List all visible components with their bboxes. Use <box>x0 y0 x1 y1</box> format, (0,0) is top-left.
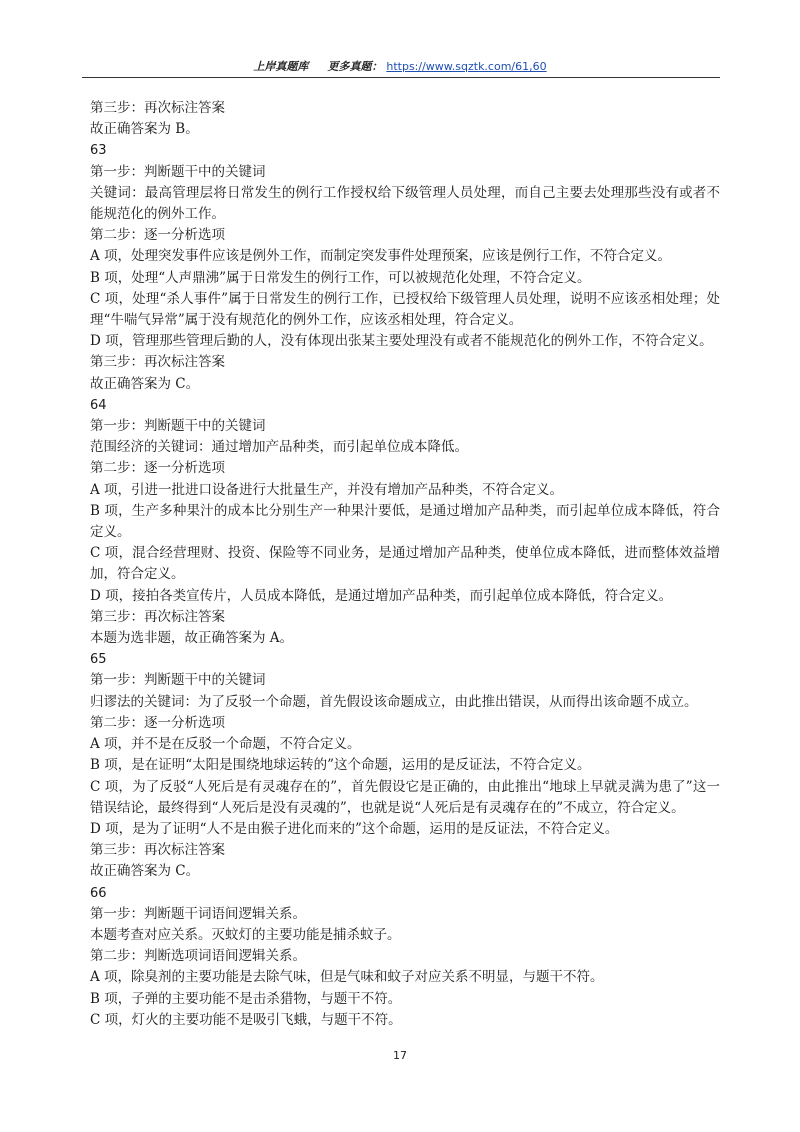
option-analysis: A 项，处理突发事件应该是例外工作，而制定突发事件处理预案，应该是例行工作，不符合定义。 <box>90 248 672 265</box>
option-analysis: D 项，管理那些管理后勤的人，没有体现出张某主要处理没有或者不能规范化的例外工作，不符合定义。 <box>90 333 713 350</box>
option-analysis: B 项，生产多种果汁的成本比分别生产一种果汁要低，是通过增加产品种类，而引起单位成本降低，符合定义。 <box>90 502 720 541</box>
header-url-link[interactable]: https://www.sqztk.com/61,60 <box>386 60 547 73</box>
page-number: 17 <box>393 1049 407 1062</box>
option-analysis: B 项，是在证明“太阳是围绕地球运转的”这个命题，运用的是反证法，不符合定义。 <box>90 757 591 774</box>
keyword-paragraph: 本题考查对应关系。灭蚊灯的主要功能是捕杀蚊子。 <box>90 926 401 943</box>
question-number-65: 65 <box>90 652 107 668</box>
question-number-66: 66 <box>90 885 107 901</box>
keyword-paragraph: 归谬法的关键词：为了反驳一个命题，首先假设该命题成立，由此推出错误，从而得出该命题不成立。 <box>90 693 698 710</box>
header-brand: 上岸真题库 <box>253 60 309 73</box>
answer-explanations <box>90 98 720 1031</box>
step-heading: 第一步：判断题干词语间逻辑关系。 <box>90 905 306 922</box>
step-heading: 第二步：判断选项词语间逻辑关系。 <box>90 948 306 965</box>
option-analysis: C 项，灯火的主要功能不是吸引飞蛾，与题干不符。 <box>90 1011 402 1028</box>
step-heading: 第三步：再次标注答案 <box>90 100 225 116</box>
step-heading: 第二步：逐一分析选项 <box>90 460 225 477</box>
option-analysis: B 项，处理“人声鼎沸”属于日常发生的例行工作，可以被规范化处理，不符合定义。 <box>90 269 591 286</box>
step-heading: 第三步：再次标注答案 <box>90 354 225 371</box>
step-heading: 第二步：逐一分析选项 <box>90 227 225 244</box>
option-analysis: C 项，处理“杀人事件”属于日常发生的例行工作，已授权给下级管理人员处理，说明不应该丞相处理；处理“牛喘气异常”属于没有规范化的例外工作，应该丞相处理，符合定义。 <box>90 290 720 329</box>
step-heading: 第一步：判断题干中的关键词 <box>90 672 266 689</box>
answer-line: 故正确答案为 C。 <box>90 863 200 880</box>
step-heading: 第二步：逐一分析选项 <box>90 714 225 731</box>
option-analysis: A 项，引进一批进口设备进行大批量生产，并没有增加产品种类，不符合定义。 <box>90 481 564 498</box>
page-header <box>0 58 800 74</box>
option-analysis: C 项，混合经营理财、投资、保险等不同业务，是通过增加产品种类，使单位成本降低，进而整体效益增加，符合定义。 <box>90 545 720 583</box>
option-analysis: D 项，是为了证明“人不是由猴子进化而来的”这个命题，运用的是反证法，不符合定义。 <box>90 820 619 837</box>
header-more-label: 更多真题： <box>327 60 383 73</box>
question-number-63: 63 <box>90 143 107 159</box>
keyword-paragraph: 范围经济的关键词：通过增加产品种类，而引起单位成本降低。 <box>90 439 468 456</box>
option-analysis: A 项，除臭剂的主要功能是去除气味，但是气味和蚊子对应关系不明显，与题干不符。 <box>90 969 604 986</box>
option-analysis: B 项，子弹的主要功能不是击杀猎物，与题干不符。 <box>90 990 402 1007</box>
step-heading: 第三步：再次标注答案 <box>90 842 225 859</box>
question-number-64: 64 <box>90 397 107 413</box>
keyword-paragraph: 关键词：最高管理层将日常发生的例行工作授权给下级管理人员处理，而自己主要去处理那些没有或者不能规范化的例外工作。 <box>90 184 720 223</box>
answer-line: 故正确答案为 C。 <box>90 375 200 392</box>
answer-line: 故正确答案为 B。 <box>90 121 199 138</box>
step-heading: 第一步：判断题干中的关键词 <box>90 163 266 180</box>
option-analysis: D 项，接拍各类宣传片，人员成本降低，是通过增加产品种类，而引起单位成本降低，符合定义。 <box>90 587 673 604</box>
answer-line: 本题为选非题，故正确答案为 A。 <box>90 630 294 647</box>
header-divider <box>82 77 720 78</box>
step-heading: 第一步：判断题干中的关键词 <box>90 418 266 435</box>
option-analysis: A 项，并不是在反驳一个命题，不符合定义。 <box>90 736 361 753</box>
option-analysis: C 项，为了反驳“人死后是有灵魂存在的”，首先假设它是正确的，由此推出“地球上早就灵满为患了”这一错误结论，最终得到“人死后是没有灵魂的”，也就是说“人死后是有灵魂存在的”不成立，符合定义。 <box>90 778 720 816</box>
step-heading: 第三步：再次标注答案 <box>90 608 225 625</box>
